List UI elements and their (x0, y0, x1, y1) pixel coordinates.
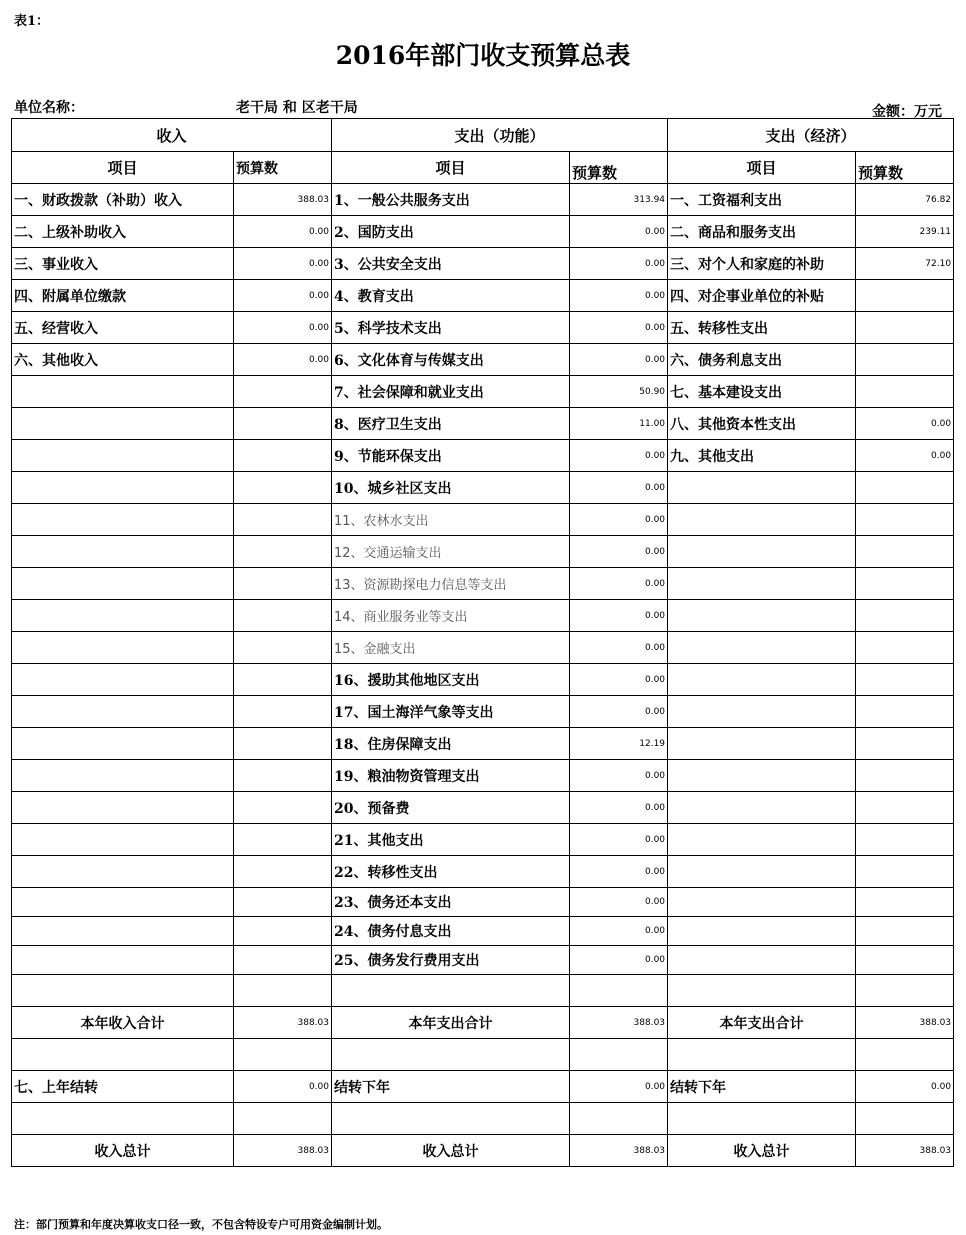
func-item-cell: 14、商业服务业等支出 (332, 600, 570, 632)
table-row (12, 600, 954, 632)
table-row (12, 917, 954, 946)
table-row (12, 792, 954, 824)
econ-item-cell (668, 1103, 856, 1135)
header-row-sections (12, 119, 954, 152)
table-row (12, 728, 954, 760)
econ-amount-cell (856, 280, 954, 312)
econ-item-cell (668, 917, 856, 946)
income-amount-cell (234, 856, 332, 888)
income-item-cell: 三、事业收入 (12, 248, 234, 280)
func-item-cell: 5、科学技术支出 (332, 312, 570, 344)
func-item-cell: 3、公共安全支出 (332, 248, 570, 280)
econ-item-cell (668, 536, 856, 568)
income-item-cell (12, 632, 234, 664)
econ-amount-cell (856, 312, 954, 344)
income-amount-cell (234, 376, 332, 408)
income-item-cell: 六、其他收入 (12, 344, 234, 376)
econ-item-cell: 收入总计 (668, 1135, 856, 1167)
income-amount-cell (234, 440, 332, 472)
income-amount-cell (234, 600, 332, 632)
income-item-cell: 四、附属单位缴款 (12, 280, 234, 312)
income-item-cell (12, 376, 234, 408)
income-amount-cell (234, 888, 332, 917)
table-row (12, 440, 954, 472)
income-amount-cell: 0.00 (234, 312, 332, 344)
table-row (12, 184, 954, 216)
func-amount-cell: 313.94 (570, 184, 668, 216)
income-item-cell: 一、财政拨款（补助）收入 (12, 184, 234, 216)
func-amount-cell: 0.00 (570, 946, 668, 975)
table-row (12, 248, 954, 280)
func-item-cell: 17、国土海洋气象等支出 (332, 696, 570, 728)
econ-amount-cell: 72.10 (856, 248, 954, 280)
func-amount-cell: 11.00 (570, 408, 668, 440)
unit-name-label: 单位名称： (14, 100, 84, 116)
income-amount-cell (234, 760, 332, 792)
econ-item-cell (668, 632, 856, 664)
func-amount-cell: 12.19 (570, 728, 668, 760)
func-amount-cell: 0.00 (570, 696, 668, 728)
econ-item-cell (668, 1039, 856, 1071)
income-item-cell (12, 824, 234, 856)
func-amount-cell: 0.00 (570, 568, 668, 600)
table-row (12, 1007, 954, 1039)
table-row (12, 216, 954, 248)
econ-amount-cell (856, 1039, 954, 1071)
func-amount-cell: 0.00 (570, 760, 668, 792)
econ-item-cell (668, 600, 856, 632)
econ-budget-header: 预算数 (856, 152, 954, 184)
func-item-cell: 本年支出合计 (332, 1007, 570, 1039)
income-amount-cell: 388.03 (234, 1007, 332, 1039)
table-row (12, 1135, 954, 1167)
income-item-cell (12, 917, 234, 946)
func-item-header: 项目 (332, 152, 570, 184)
income-item-cell (12, 792, 234, 824)
income-item-cell: 本年收入合计 (12, 1007, 234, 1039)
func-amount-cell: 0.00 (570, 504, 668, 536)
econ-amount-cell (856, 1103, 954, 1135)
econ-item-cell: 一、工资福利支出 (668, 184, 856, 216)
econ-amount-cell (856, 728, 954, 760)
income-amount-cell (234, 824, 332, 856)
econ-amount-cell: 0.00 (856, 440, 954, 472)
func-item-cell: 10、城乡社区支出 (332, 472, 570, 504)
table-row (12, 975, 954, 1007)
income-amount-cell (234, 536, 332, 568)
econ-item-cell (668, 975, 856, 1007)
table-row (12, 888, 954, 917)
income-item-cell (12, 1039, 234, 1071)
econ-item-cell: 五、转移性支出 (668, 312, 856, 344)
income-amount-cell (234, 504, 332, 536)
func-item-cell: 23、债务还本支出 (332, 888, 570, 917)
econ-item-cell: 本年支出合计 (668, 1007, 856, 1039)
income-item-cell (12, 440, 234, 472)
econ-item-cell (668, 792, 856, 824)
func-item-cell: 19、粮油物资管理支出 (332, 760, 570, 792)
econ-amount-cell: 76.82 (856, 184, 954, 216)
table-row (12, 856, 954, 888)
econ-item-cell (668, 946, 856, 975)
func-amount-cell (570, 1103, 668, 1135)
income-header: 收入 (12, 119, 332, 152)
func-item-cell (332, 1039, 570, 1071)
table-label: 表1： (14, 14, 50, 29)
income-amount-cell: 0.00 (234, 280, 332, 312)
income-item-cell: 收入总计 (12, 1135, 234, 1167)
econ-amount-cell (856, 946, 954, 975)
func-amount-cell: 388.03 (570, 1135, 668, 1167)
header-row-columns (12, 152, 954, 184)
func-item-cell: 11、农林水支出 (332, 504, 570, 536)
econ-item-cell: 六、债务利息支出 (668, 344, 856, 376)
income-amount-cell (234, 975, 332, 1007)
income-budget-header: 预算数 (234, 152, 332, 184)
func-item-cell: 18、住房保障支出 (332, 728, 570, 760)
econ-amount-cell (856, 917, 954, 946)
econ-item-cell (668, 728, 856, 760)
income-amount-cell (234, 664, 332, 696)
income-item-cell: 二、上级补助收入 (12, 216, 234, 248)
func-amount-cell: 0.00 (570, 248, 668, 280)
income-item-cell (12, 664, 234, 696)
table-row (12, 696, 954, 728)
income-amount-cell (234, 408, 332, 440)
income-item-cell (12, 1103, 234, 1135)
table-row (12, 1103, 954, 1135)
income-item-cell (12, 760, 234, 792)
econ-item-cell: 七、基本建设支出 (668, 376, 856, 408)
page-title: 2016年部门收支预算总表 (335, 41, 631, 70)
table-row (12, 312, 954, 344)
table-row (12, 1039, 954, 1071)
table-row (12, 568, 954, 600)
table-row (12, 376, 954, 408)
table-row (12, 632, 954, 664)
econ-item-cell: 四、对企事业单位的补贴 (668, 280, 856, 312)
expense-economic-header: 支出（经济） (668, 119, 954, 152)
func-item-cell: 25、债务发行费用支出 (332, 946, 570, 975)
table-row (12, 946, 954, 975)
table-row (12, 536, 954, 568)
func-item-cell: 13、资源勘探电力信息等支出 (332, 568, 570, 600)
econ-item-cell (668, 760, 856, 792)
func-amount-cell (570, 975, 668, 1007)
econ-item-cell (668, 664, 856, 696)
func-amount-cell: 0.00 (570, 792, 668, 824)
func-item-cell: 24、债务付息支出 (332, 917, 570, 946)
income-item-cell (12, 504, 234, 536)
income-amount-cell (234, 696, 332, 728)
func-item-cell: 6、文化体育与传媒支出 (332, 344, 570, 376)
income-item-cell (12, 536, 234, 568)
income-amount-cell (234, 728, 332, 760)
econ-amount-cell (856, 856, 954, 888)
econ-amount-cell (856, 472, 954, 504)
econ-item-header: 项目 (668, 152, 856, 184)
econ-amount-cell (856, 664, 954, 696)
income-amount-cell: 388.03 (234, 184, 332, 216)
econ-amount-cell (856, 696, 954, 728)
income-amount-cell: 0.00 (234, 344, 332, 376)
econ-amount-cell (856, 504, 954, 536)
income-amount-cell (234, 1039, 332, 1071)
func-item-cell: 收入总计 (332, 1135, 570, 1167)
table-row (12, 760, 954, 792)
econ-amount-cell: 0.00 (856, 1071, 954, 1103)
econ-amount-cell: 0.00 (856, 408, 954, 440)
income-item-cell: 七、上年结转 (12, 1071, 234, 1103)
income-item-cell (12, 696, 234, 728)
income-amount-cell: 0.00 (234, 248, 332, 280)
econ-amount-cell (856, 568, 954, 600)
table-row (12, 344, 954, 376)
income-item-cell (12, 472, 234, 504)
income-item-cell (12, 856, 234, 888)
table-row (12, 504, 954, 536)
func-amount-cell: 0.00 (570, 824, 668, 856)
econ-amount-cell (856, 792, 954, 824)
func-item-cell: 1、一般公共服务支出 (332, 184, 570, 216)
econ-item-cell (668, 696, 856, 728)
func-item-cell: 7、社会保障和就业支出 (332, 376, 570, 408)
func-item-cell: 22、转移性支出 (332, 856, 570, 888)
income-item-cell (12, 975, 234, 1007)
amount-unit: 金额：万元 (872, 104, 942, 120)
func-item-cell: 12、交通运输支出 (332, 536, 570, 568)
func-amount-cell: 0.00 (570, 536, 668, 568)
func-amount-cell: 0.00 (570, 440, 668, 472)
econ-amount-cell: 239.11 (856, 216, 954, 248)
income-item-cell (12, 888, 234, 917)
income-amount-cell: 0.00 (234, 216, 332, 248)
table-row (12, 664, 954, 696)
budget-table-body (12, 119, 954, 1167)
func-item-cell: 结转下年 (332, 1071, 570, 1103)
income-amount-cell (234, 917, 332, 946)
footnote: 注：部门预算和年度决算收支口径一致，不包含特设专户可用资金编制计划。 (14, 1218, 388, 1231)
table-row (12, 408, 954, 440)
econ-item-cell: 三、对个人和家庭的补助 (668, 248, 856, 280)
table-row (12, 1071, 954, 1103)
income-amount-cell: 0.00 (234, 1071, 332, 1103)
econ-item-cell: 结转下年 (668, 1071, 856, 1103)
income-amount-cell (234, 568, 332, 600)
econ-item-cell (668, 568, 856, 600)
income-item-cell (12, 946, 234, 975)
econ-amount-cell (856, 888, 954, 917)
income-amount-cell (234, 472, 332, 504)
income-item-cell (12, 408, 234, 440)
func-amount-cell: 0.00 (570, 632, 668, 664)
econ-amount-cell: 388.03 (856, 1007, 954, 1039)
func-item-cell: 8、医疗卫生支出 (332, 408, 570, 440)
func-item-cell (332, 975, 570, 1007)
income-item-cell: 五、经营收入 (12, 312, 234, 344)
func-budget-header: 预算数 (570, 152, 668, 184)
func-amount-cell: 388.03 (570, 1007, 668, 1039)
func-amount-cell (570, 1039, 668, 1071)
func-amount-cell: 0.00 (570, 888, 668, 917)
income-amount-cell (234, 946, 332, 975)
func-amount-cell: 0.00 (570, 216, 668, 248)
econ-amount-cell (856, 975, 954, 1007)
econ-item-cell (668, 856, 856, 888)
econ-item-cell (668, 824, 856, 856)
econ-item-cell: 八、其他资本性支出 (668, 408, 856, 440)
econ-item-cell: 九、其他支出 (668, 440, 856, 472)
func-item-cell: 16、援助其他地区支出 (332, 664, 570, 696)
econ-item-cell: 二、商品和服务支出 (668, 216, 856, 248)
func-amount-cell: 0.00 (570, 1071, 668, 1103)
func-amount-cell: 0.00 (570, 472, 668, 504)
table-row (12, 824, 954, 856)
econ-item-cell (668, 504, 856, 536)
income-item-header: 项目 (12, 152, 234, 184)
econ-amount-cell (856, 824, 954, 856)
func-amount-cell: 50.90 (570, 376, 668, 408)
income-amount-cell (234, 1103, 332, 1135)
func-amount-cell: 0.00 (570, 312, 668, 344)
unit-name-value: 老干局 和 区老干局 (236, 100, 358, 116)
econ-item-cell (668, 888, 856, 917)
table-row (12, 472, 954, 504)
econ-amount-cell (856, 632, 954, 664)
income-item-cell (12, 568, 234, 600)
econ-amount-cell (856, 760, 954, 792)
func-item-cell (332, 1103, 570, 1135)
income-amount-cell (234, 792, 332, 824)
func-amount-cell: 0.00 (570, 664, 668, 696)
econ-amount-cell (856, 376, 954, 408)
func-amount-cell: 0.00 (570, 280, 668, 312)
econ-amount-cell (856, 536, 954, 568)
expense-function-header: 支出（功能） (332, 119, 668, 152)
income-item-cell (12, 600, 234, 632)
func-item-cell: 21、其他支出 (332, 824, 570, 856)
econ-amount-cell (856, 600, 954, 632)
func-amount-cell: 0.00 (570, 917, 668, 946)
func-item-cell: 20、预备费 (332, 792, 570, 824)
budget-table (11, 118, 954, 1167)
income-item-cell (12, 728, 234, 760)
func-amount-cell: 0.00 (570, 856, 668, 888)
econ-item-cell (668, 472, 856, 504)
func-item-cell: 15、金融支出 (332, 632, 570, 664)
func-item-cell: 4、教育支出 (332, 280, 570, 312)
func-item-cell: 2、国防支出 (332, 216, 570, 248)
econ-amount-cell (856, 344, 954, 376)
table-row (12, 280, 954, 312)
func-amount-cell: 0.00 (570, 600, 668, 632)
income-amount-cell: 388.03 (234, 1135, 332, 1167)
func-item-cell: 9、节能环保支出 (332, 440, 570, 472)
income-amount-cell (234, 632, 332, 664)
econ-amount-cell: 388.03 (856, 1135, 954, 1167)
func-amount-cell: 0.00 (570, 344, 668, 376)
